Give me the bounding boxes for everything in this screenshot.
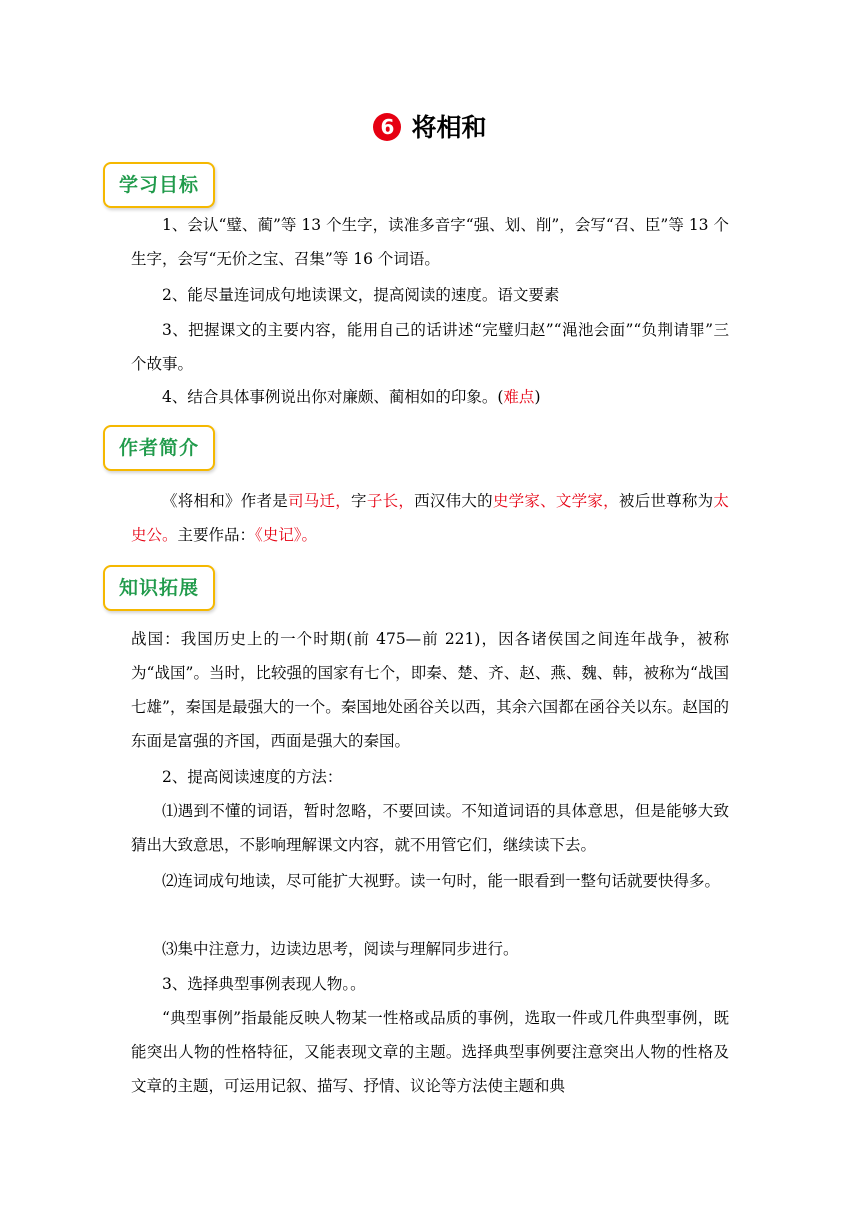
knowledge-paragraph-tip-2: ⑵连词成句地读，尽可能扩大视野。读一句时，能一眼看到一整句话就要快得多。 — [162, 872, 721, 890]
author-courtesy-name: 子长， — [366, 492, 415, 510]
knowledge-paragraph-warring-states: 战国：我国历史上的一个时期(前 475—前 221)，因各诸侯国之间连年战争，被称为“战国”。当时，比较强的国家有七个，即秦、楚、齐、赵、燕、魏、韩，被称为“战国七雄”，秦国是最强大的一个。秦国地处函谷关以西，其余六国都在函谷关以东。赵国的东面是富强的齐国，西面是强大的秦国。 — [131, 630, 729, 750]
knowledge-paragraph-typical-definition: “典型事例”指最能反映人物某一性格或品质的事例，选取一件或几件典型事例，既能突出人物的性格特征，又能表现文章的主题。选择典型事例要注意突出人物的性格及文章的主题，可运用记叙、描写、抒情、议论等方法使主题和典 — [131, 1009, 729, 1095]
goals-heading: 学习目标 — [103, 162, 215, 208]
author-role: 史学家、文学家， — [492, 492, 619, 510]
author-text-3: 西汉伟大的 — [414, 492, 493, 510]
author-name: 司马迁， — [288, 492, 352, 510]
lesson-title — [0, 110, 860, 146]
author-text-2: 字 — [351, 492, 367, 510]
goal-item-1: 1、会认“璧、蔺”等 13 个生字，读准多音字“强、划、削”，会写“召、臣”等 13 个生字，会写“无价之宝、召集”等 16 个词语。 — [131, 216, 730, 268]
lesson-title-text: 将相和 — [411, 113, 487, 142]
knowledge-paragraph-reading-speed: 2、提高阅读速度的方法： — [162, 768, 343, 786]
lesson-number-badge: 6 — [373, 113, 401, 141]
author-text-5: 主要作品： — [177, 526, 256, 544]
knowledge-paragraph-tip-1: ⑴遇到不懂的词语，暂时忽略，不要回读。不知道词语的具体意思，但是能够大致猜出大致意思，不影响理解课文内容，就不用管它们，继续读下去。 — [131, 802, 729, 854]
goal-item-3: 3、把握课文的主要内容，能用自己的话讲述“完璧归赵”“渑池会面”“负荆请罪”三个故事。 — [131, 321, 729, 373]
author-work: 《史记》。 — [255, 526, 318, 544]
goal-item-4 — [131, 380, 729, 414]
author-heading: 作者简介 — [103, 425, 215, 471]
goal-item-4-close: ) — [534, 388, 541, 406]
author-text-1: 《将相和》作者是 — [162, 492, 289, 510]
knowledge-paragraph-typical-examples: 3、选择典型事例表现人物。。 — [162, 975, 366, 993]
goal-item-4-difficulty: 难点 — [503, 388, 535, 406]
knowledge-heading: 知识拓展 — [103, 565, 215, 611]
author-text-4: 被后世尊称为 — [618, 492, 714, 510]
author-title: 太史公。 — [131, 492, 729, 544]
knowledge-paragraph-tip-3: ⑶集中注意力，边读边思考，阅读与理解同步进行。 — [162, 940, 519, 958]
goal-item-4-text: 4、结合具体事例说出你对廉颇、蔺相如的印象。( — [162, 388, 504, 406]
author-paragraph — [131, 484, 729, 552]
goal-item-2: 2、能尽量连词成句地读课文，提高阅读的速度。语文要素 — [162, 286, 560, 304]
